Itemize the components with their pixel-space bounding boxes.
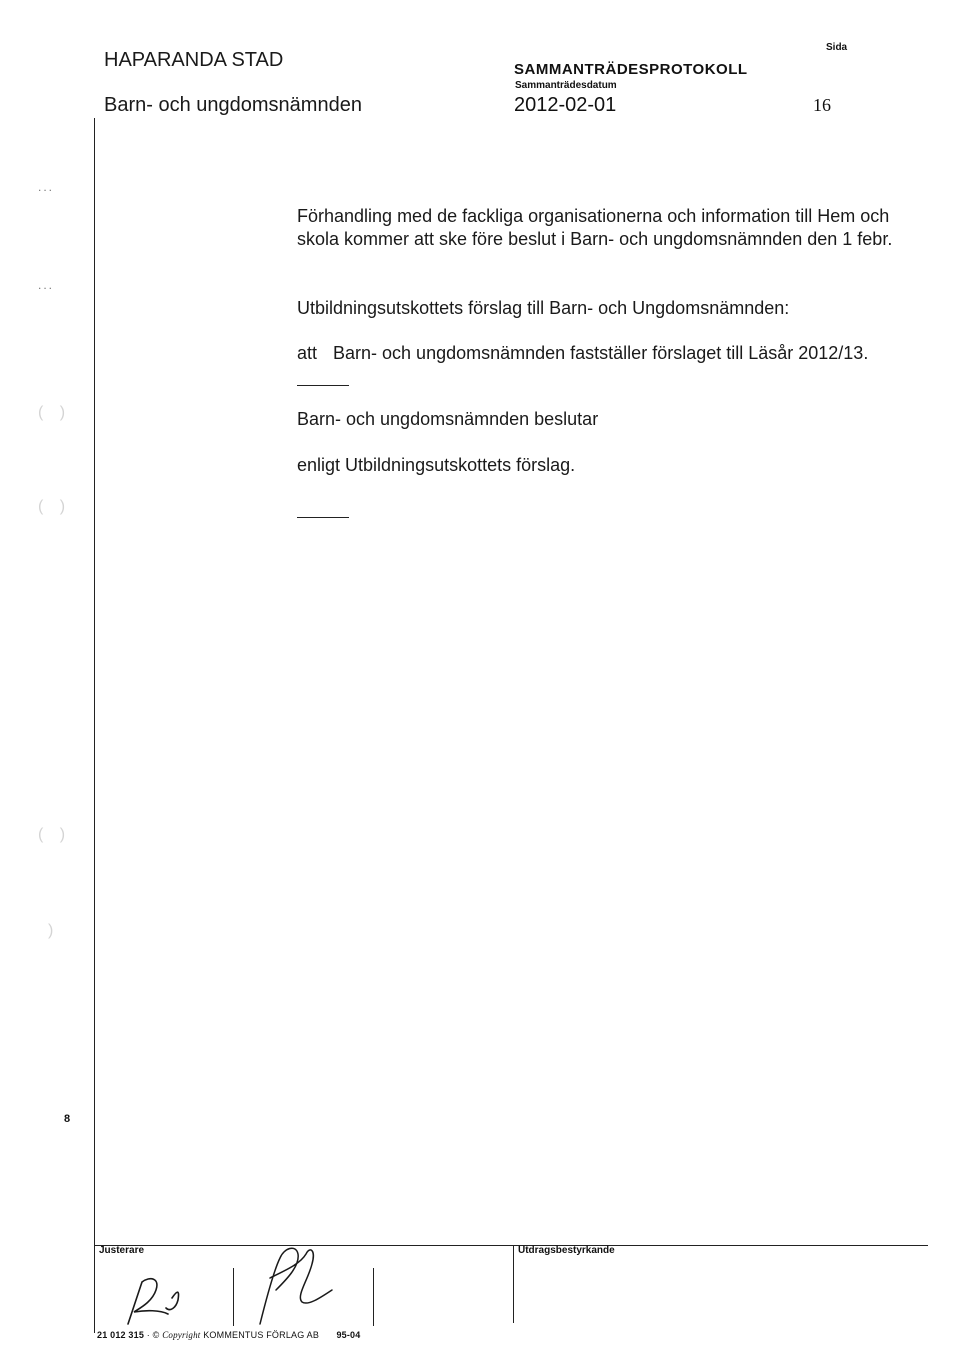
paragraph-negotiation: Förhandling med de fackliga organisationerna och information till Hem och skola kommer att ske före beslut i Barn- och ungdomsnämnden den 1 febr. (297, 206, 893, 249)
page-label: Sida (826, 42, 848, 53)
margin-dots-2: ... (38, 278, 55, 292)
signature-box-line-2 (373, 1268, 374, 1326)
form-footer (97, 1330, 360, 1340)
side-number: 8 (64, 1113, 71, 1125)
footer-separator: · (146, 1330, 153, 1340)
signature-initials-2 (240, 1240, 350, 1328)
copyright-symbol: © (152, 1330, 160, 1340)
punch-hole-mark-4: ) (48, 922, 60, 939)
department-name: Barn- och ungdomsnämnden (104, 94, 362, 116)
copyright-word: Copyright (162, 1330, 201, 1340)
date-label: Sammanträdesdatum (515, 80, 617, 91)
att-prefix: att (297, 343, 318, 363)
signature-initials-1 (120, 1268, 200, 1330)
paragraph-decision: Barn- och ungdomsnämnden beslutar (297, 409, 599, 429)
organization-name: HAPARANDA STAD (104, 49, 284, 71)
publisher-name: KOMMENTUS FÖRLAG AB (203, 1330, 320, 1340)
form-number: 21 012 315 (97, 1330, 145, 1340)
att-clause (297, 342, 907, 365)
meeting-date: 2012-02-01 (514, 94, 617, 116)
justerare-label: Justerare (99, 1245, 145, 1256)
punch-hole-mark-2: ( ) (38, 498, 72, 515)
att-text: Barn- och ungdomsnämnden fastställer förslaget till Läsår 2012/13. (333, 343, 869, 363)
page-number: 16 (813, 95, 831, 115)
margin-rule (94, 118, 95, 1333)
separator-dash-2 (297, 517, 349, 518)
document-title: SAMMANTRÄDESPROTOKOLL (514, 61, 748, 78)
signature-box-line-1 (233, 1268, 234, 1326)
separator-dash-1 (297, 385, 349, 386)
punch-hole-mark-3: ( ) (38, 826, 72, 843)
margin-dots-1: ... (38, 180, 55, 194)
paragraph-decision-detail: enligt Utbildningsutskottets förslag. (297, 455, 576, 475)
footer-rule (95, 1245, 928, 1246)
punch-hole-mark-1: ( ) (38, 404, 72, 421)
form-version: 95-04 (336, 1330, 361, 1340)
footer-divider (513, 1245, 514, 1323)
paragraph-proposal-heading: Utbildningsutskottets förslag till Barn- och Ungdomsnämnden: (297, 298, 790, 318)
utdragsbestyrkande-label: Utdragsbestyrkande (518, 1245, 615, 1256)
